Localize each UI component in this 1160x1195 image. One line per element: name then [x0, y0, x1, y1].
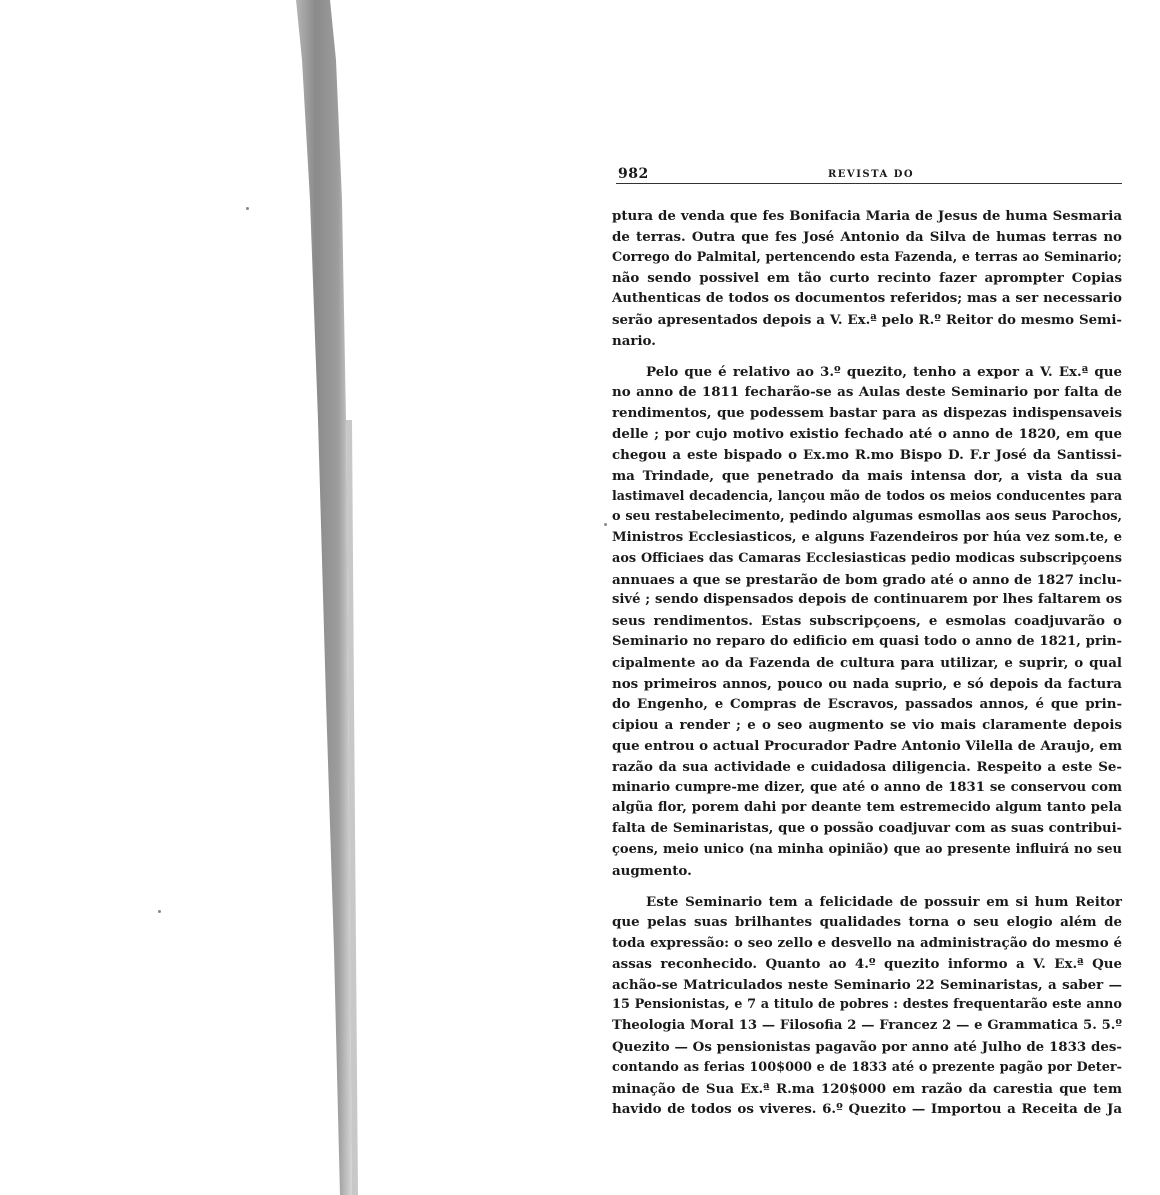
text-line: augmento. — [612, 862, 692, 879]
text-line: cipiou a render ; e o seo augmento se vio mais claramente depois — [612, 717, 1122, 734]
text-line: ma Trindade, que penetrado da mais intensa dor, a vista da sua — [612, 467, 1122, 484]
text-line: nos primeiros annos, pouco ou nada suprio, e só depois da factura — [612, 675, 1122, 692]
text-line: Pelo que é relativo ao 3.º quezito, tenho a expor a V. Ex.ª que — [646, 363, 1122, 380]
text-line: serão apresentados depois a V. Ex.ª pelo R.º Reitor do mesmo Semi- — [612, 311, 1122, 328]
text-line: toda expressão: o seo zello e desvello na administração do mesmo é — [612, 935, 1122, 952]
page-number: 982 — [618, 166, 649, 182]
text-line: annuaes a que se prestarão de bom grado até o anno de 1827 inclu- — [612, 571, 1122, 588]
text-line: Authenticas de todos os documentos referidos; mas a ser necessario — [612, 291, 1122, 307]
text-line: nario. — [612, 332, 656, 349]
text-line: ptura de venda que fes Bonifacia Maria de Jesus de huma Sesmaria — [612, 208, 1122, 224]
body-text — [612, 186, 1122, 1120]
text-line: cipalmente ao da Fazenda de cultura para utilizar, e suprir, o qual — [612, 654, 1122, 671]
header-rule — [616, 183, 1122, 184]
text-line: falta de Seminaristas, que o possão coadjuvar com as suas contribui- — [612, 821, 1122, 837]
text-line: sivé ; sendo dispensados depois de continuarem por lhes faltarem os — [612, 592, 1122, 608]
text-line: que entrou o actual Procurador Padre Antonio Vilella de Araujo, em — [612, 737, 1122, 754]
dust-speck — [246, 207, 249, 210]
text-line: de terras. Outra que fes José Antonio da Silva de humas terras no — [612, 228, 1122, 245]
text-line: seus rendimentos. Estas subscripçoens, e esmolas coadjuvarão o — [612, 613, 1122, 630]
text-line: minação de Sua Ex.ª R.ma 120$000 em razão da carestia que tem — [612, 1080, 1122, 1097]
text-line: não sendo possivel em tão curto recinto fazer aprompter Copias — [612, 270, 1122, 287]
running-title: REVISTA DO — [828, 169, 915, 180]
paragraph — [612, 892, 1122, 1121]
text-line: razão da sua actividade e cuidadosa diligencia. Respeito a este Se- — [612, 758, 1122, 775]
text-line: Este Seminario tem a felicidade de possuir em si hum Reitor — [646, 893, 1122, 910]
text-line: chegou a este bispado o Ex.mo R.mo Bispo D. F.r José da Santissi- — [612, 446, 1122, 463]
text-line: Corrego do Palmital, pertencendo esta Fazenda, e terras ao Seminario; — [612, 249, 1122, 265]
text-line: o seu restabelecimento, pedindo algumas esmollas aos seus Parochos, — [612, 509, 1122, 525]
paragraph — [612, 362, 1122, 882]
text-line: Quezito — Os pensionistas pagavão por anno até Julho de 1833 des- — [612, 1039, 1122, 1056]
document-page — [612, 160, 1122, 1120]
text-line: assas reconhecido. Quanto ao 4.º quezito informo a V. Ex.ª Que — [612, 955, 1122, 972]
text-line: havido de todos os viveres. 6.º Quezito — Importou a Receita de Ja — [612, 1101, 1122, 1118]
text-line: çoens, meio unico (na minha opinião) que ao presente influirá no seu — [612, 841, 1122, 857]
text-line: Seminario no reparo do edificio em quasi todo o anno de 1821, prin- — [612, 633, 1122, 649]
text-line: do Engenho, e Compras de Escravos, passados annos, é que prin- — [612, 696, 1122, 713]
paragraph — [612, 206, 1122, 352]
text-line: lastimavel decadencia, lançou mão de todos os meios conducentes para — [612, 488, 1122, 504]
text-line: Ministros Ecclesiasticos, e alguns Fazendeiros por húa vez som.te, e — [612, 529, 1122, 545]
text-line: delle ; por cujo motivo existio fechado até o anno de 1820, em que — [612, 425, 1122, 442]
text-line: minario cumpre-me dizer, que até o anno de 1831 se conservou com — [612, 779, 1122, 795]
text-line: rendimentos, que podessem bastar para as dispezas indispensaveis — [612, 405, 1122, 422]
dust-speck — [604, 523, 607, 526]
text-line: aos Officiaes das Camaras Ecclesiasticas pedio modicas subscripçoens — [612, 550, 1122, 566]
text-line: achão-se Matriculados neste Seminario 22 Seminaristas, a saber — — [612, 976, 1122, 993]
text-line: contando as ferias 100$000 e de 1833 até o prezente pagão por Deter- — [612, 1059, 1122, 1075]
text-line: Theologia Moral 13 — Filosofia 2 — Francez 2 — e Grammatica 5. 5.º — [612, 1018, 1122, 1034]
text-line: algũa flor, porem dahi por deante tem estremecido algum tanto pela — [612, 800, 1122, 816]
page-header — [612, 160, 1122, 186]
text-line: 15 Pensionistas, e 7 a titulo de pobres : destes frequentarão este anno — [612, 997, 1122, 1013]
text-line: no anno de 1811 fecharão-se as Aulas deste Seminario por falta de — [612, 384, 1122, 401]
dust-speck — [158, 910, 161, 913]
text-line: que pelas suas brilhantes qualidades torna o seu elogio além de — [612, 914, 1122, 931]
